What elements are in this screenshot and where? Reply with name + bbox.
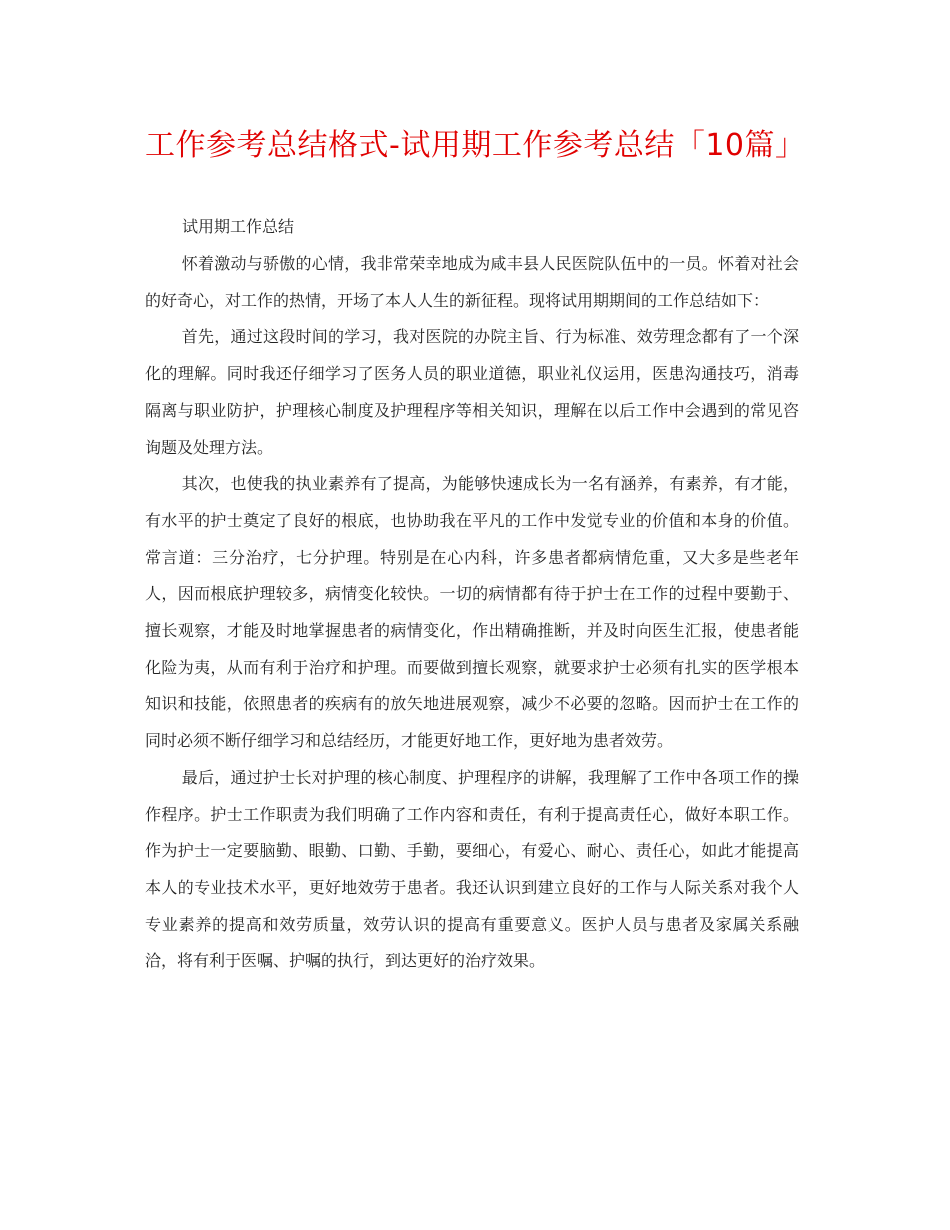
paragraph-last: 最后，通过护士长对护理的核心制度、护理程序的讲解，我理解了工作中各项工作的操作程序。护士工作职责为我们明确了工作内容和责任，有利于提高责任心，做好本职工作。作为护士一定要脑勤、眼勤、口勤、手勤，要细心，有爱心、耐心、责任心，如此才能提高本人的专业技术水平，更好地效劳于患者。我还认识到建立良好的工作与人际关系对我个人专业素养的提高和效劳质量，效劳认识的提高有重要意义。医护人员与患者及家属关系融洽，将有利于医嘱、护嘱的执行，到达更好的治疗效果。 — [145, 767, 799, 971]
document-title: 工作参考总结格式-试用期工作参考总结「10篇」 — [145, 128, 806, 163]
document-subtitle: 试用期工作总结 — [182, 217, 295, 236]
document-body — [145, 246, 799, 980]
paragraph-first: 首先，通过这段时间的学习，我对医院的办院主旨、行为标准、效劳理念都有了一个深化的理解。同时我还仔细学习了医务人员的职业道德，职业礼仪运用，医患沟通技巧，消毒隔离与职业防护，护理核心制度及护理程序等相关知识，理解在以后工作中会遇到的常见咨询题及处理方法。 — [145, 327, 799, 457]
paragraph-intro: 怀着激动与骄傲的心情，我非常荣幸地成为咸丰县人民医院队伍中的一员。怀着对社会的好奇心，对工作的热情，开场了本人人生的新征程。现将试用期期间的工作总结如下： — [145, 254, 799, 310]
paragraph-second: 其次，也使我的执业素养有了提高，为能够快速成长为一名有涵养，有素养，有才能，有水平的护士奠定了良好的根底，也协助我在平凡的工作中发觉专业的价值和本身的价值。常言道：三分治疗，七分护理。特别是在心内科，许多患者都病情危重，又大多是些老年人，因而根底护理较多，病情变化较快。一切的病情都有待于护士在工作的过程中要勤于、擅长观察，才能及时地掌握患者的病情变化，作出精确推断，并及时向医生汇报，使患者能化险为夷，从而有利于治疗和护理。而要做到擅长观察，就要求护士必须有扎实的医学根本知识和技能，依照患者的疾病有的放矢地进展观察，减少不必要的忽略。因而护士在工作的同时必须不断仔细学习和总结经历，才能更好地工作，更好地为患者效劳。 — [145, 474, 799, 751]
